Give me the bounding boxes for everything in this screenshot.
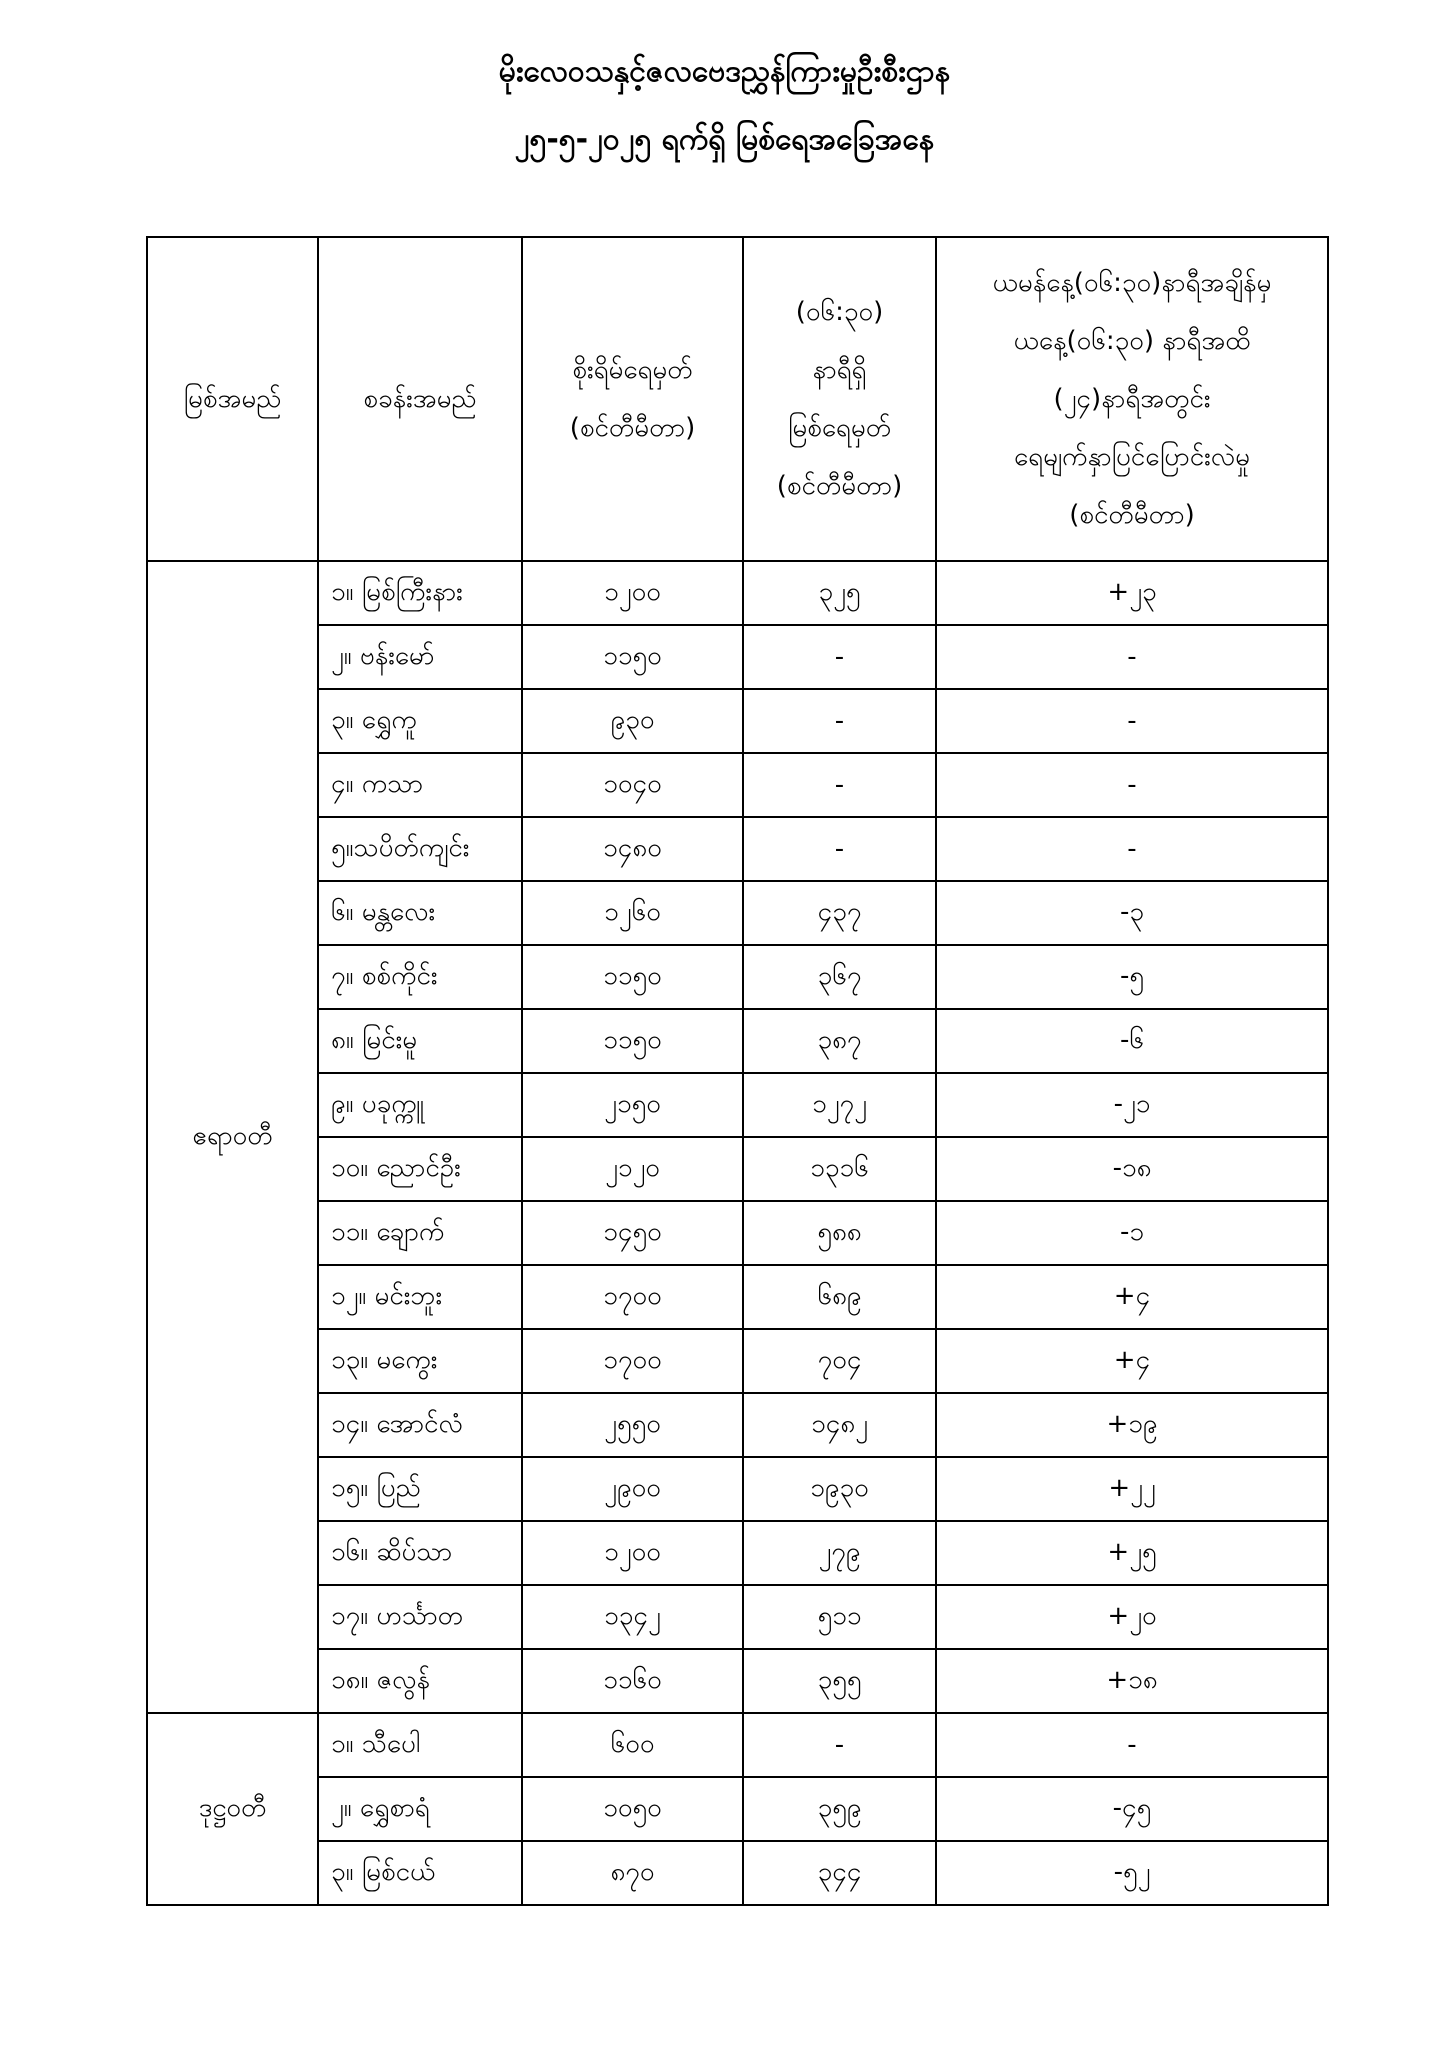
- station-name-cell: ၁။ မြစ်ကြီးနား: [318, 561, 522, 625]
- table-row: [147, 1265, 1328, 1329]
- danger-level-cell: ၂၁၂၀: [522, 1137, 743, 1201]
- change-cell: -၅၂: [936, 1841, 1328, 1905]
- station-name-cell: ၁၄။ အောင်လံ: [318, 1393, 522, 1457]
- water-level-cell: ၅၁၁: [743, 1585, 936, 1649]
- table-row: [147, 817, 1328, 881]
- table-row: [147, 1009, 1328, 1073]
- danger-level-cell: ၂၁၅၀: [522, 1073, 743, 1137]
- table-row: [147, 1649, 1328, 1713]
- change-cell: -၆: [936, 1009, 1328, 1073]
- station-name-cell: ၂။ ဗန်းမော်: [318, 625, 522, 689]
- station-name-cell: ၆။ မန္တလေး: [318, 881, 522, 945]
- change-cell: -: [936, 625, 1328, 689]
- change-cell: -၄၅: [936, 1777, 1328, 1841]
- table-row: [147, 945, 1328, 1009]
- water-level-cell: ၁၉၃၀: [743, 1457, 936, 1521]
- water-level-cell: -: [743, 625, 936, 689]
- station-name-cell: ၂။ ရွှေစာရံ: [318, 1777, 522, 1841]
- header-river: မြစ်အမည်: [147, 237, 318, 561]
- water-level-cell: ၁၄၈၂: [743, 1393, 936, 1457]
- table-row: [147, 753, 1328, 817]
- header-danger-level: စိုးရိမ်ရေမှတ် (စင်တီမီတာ): [522, 237, 743, 561]
- station-name-cell: ၁၅။ ပြည်: [318, 1457, 522, 1521]
- station-name-cell: ၃။ မြစ်ငယ်: [318, 1841, 522, 1905]
- table-row: [147, 881, 1328, 945]
- water-level-cell: ၇၀၄: [743, 1329, 936, 1393]
- change-cell: +၂၅: [936, 1521, 1328, 1585]
- water-level-cell: ၆၈၉: [743, 1265, 936, 1329]
- change-cell: -: [936, 689, 1328, 753]
- change-cell: +၁၈: [936, 1649, 1328, 1713]
- header-row: [147, 237, 1328, 561]
- water-level-cell: -: [743, 753, 936, 817]
- change-cell: +၄: [936, 1265, 1328, 1329]
- danger-level-cell: ၁၄၅၀: [522, 1201, 743, 1265]
- change-cell: +၂၃: [936, 561, 1328, 625]
- river-name-cell: ဧရာဝတီ: [147, 561, 318, 1713]
- change-cell: -: [936, 753, 1328, 817]
- change-cell: -: [936, 817, 1328, 881]
- table-row: [147, 561, 1328, 625]
- danger-level-cell: ၉၃၀: [522, 689, 743, 753]
- header-24h-change: ယမန်နေ့(၀၆:၃၀)နာရီအချိန်မှ ယနေ့(၀၆:၃၀) နာရီအထိ (၂၄)နာရီအတွင်း ရေမျက်နှာပြင်ပြောင်းလဲမှု (စင်တီမီတာ): [936, 237, 1328, 561]
- danger-level-cell: ၁၀၅၀: [522, 1777, 743, 1841]
- danger-level-cell: ၁၂၀၀: [522, 561, 743, 625]
- river-name-cell: ဒုဋ္ဌဝတီ: [147, 1713, 318, 1905]
- water-level-cell: ၁၃၁၆: [743, 1137, 936, 1201]
- station-name-cell: ၇။ စစ်ကိုင်း: [318, 945, 522, 1009]
- water-level-cell: ၃၈၇: [743, 1009, 936, 1073]
- table-row: [147, 1201, 1328, 1265]
- document-title: မိုးလေဝသနှင့်ဇလဗေဒညွှန်ကြားမှုဦးစီးဌာန: [498, 54, 951, 89]
- water-level-cell: ၁၂၇၂: [743, 1073, 936, 1137]
- station-name-cell: ၈။ မြင်းမူ: [318, 1009, 522, 1073]
- water-level-cell: ၃၆၇: [743, 945, 936, 1009]
- table-row: [147, 1713, 1328, 1777]
- change-cell: -၁: [936, 1201, 1328, 1265]
- water-level-cell: ၃၅၅: [743, 1649, 936, 1713]
- header-station: စခန်းအမည်: [318, 237, 522, 561]
- station-name-cell: ၁၇။ ဟင်္သာတ: [318, 1585, 522, 1649]
- water-level-cell: ၄၃၇: [743, 881, 936, 945]
- station-name-cell: ၉။ ပခုက္ကူ: [318, 1073, 522, 1137]
- table-row: [147, 625, 1328, 689]
- danger-level-cell: ၆၀၀: [522, 1713, 743, 1777]
- station-name-cell: ၁၁။ ချောက်: [318, 1201, 522, 1265]
- station-name-cell: ၁၀။ ညောင်ဦး: [318, 1137, 522, 1201]
- change-cell: -၁၈: [936, 1137, 1328, 1201]
- station-name-cell: ၁၆။ ဆိပ်သာ: [318, 1521, 522, 1585]
- station-name-cell: ၅။သပိတ်ကျင်း: [318, 817, 522, 881]
- water-level-cell: ၂၇၉: [743, 1521, 936, 1585]
- danger-level-cell: ၂၉၀၀: [522, 1457, 743, 1521]
- change-cell: +၄: [936, 1329, 1328, 1393]
- change-cell: +၁၉: [936, 1393, 1328, 1457]
- danger-level-cell: ၁၁၅၀: [522, 945, 743, 1009]
- document-subtitle: ၂၅-၅-၂၀၂၅ ရက်ရှိ မြစ်ရေအခြေအနေ: [514, 122, 935, 157]
- table-row: [147, 1457, 1328, 1521]
- station-name-cell: ၃။ ရွှေကူ: [318, 689, 522, 753]
- water-level-cell: -: [743, 1713, 936, 1777]
- water-level-cell: ၃၂၅: [743, 561, 936, 625]
- change-cell: +၂၀: [936, 1585, 1328, 1649]
- table-row: [147, 1841, 1328, 1905]
- table-row: [147, 1777, 1328, 1841]
- table-row: [147, 1073, 1328, 1137]
- table-row: [147, 1137, 1328, 1201]
- station-name-cell: ၄။ ကသာ: [318, 753, 522, 817]
- danger-level-cell: ၁၇၀၀: [522, 1265, 743, 1329]
- water-level-cell: -: [743, 817, 936, 881]
- danger-level-cell: ၂၅၅၀: [522, 1393, 743, 1457]
- station-name-cell: ၁၈။ ဇလွန်: [318, 1649, 522, 1713]
- table-row: [147, 1393, 1328, 1457]
- danger-level-cell: ၁၄၈၀: [522, 817, 743, 881]
- station-name-cell: ၁။ သီပေါ: [318, 1713, 522, 1777]
- danger-level-cell: ၁၂၀၀: [522, 1521, 743, 1585]
- water-level-cell: -: [743, 689, 936, 753]
- change-cell: -၅: [936, 945, 1328, 1009]
- change-cell: -၃: [936, 881, 1328, 945]
- change-cell: -၂၁: [936, 1073, 1328, 1137]
- table-body: [147, 561, 1328, 1905]
- river-level-table: [146, 236, 1329, 1906]
- danger-level-cell: ၈၇၀: [522, 1841, 743, 1905]
- danger-level-cell: ၁၁၆၀: [522, 1649, 743, 1713]
- table-row: [147, 689, 1328, 753]
- table-row: [147, 1521, 1328, 1585]
- danger-level-cell: ၁၀၄၀: [522, 753, 743, 817]
- station-name-cell: ၁၃။ မကွေး: [318, 1329, 522, 1393]
- water-level-cell: ၃၅၉: [743, 1777, 936, 1841]
- water-level-cell: ၃၄၄: [743, 1841, 936, 1905]
- danger-level-cell: ၁၁၅၀: [522, 625, 743, 689]
- station-name-cell: ၁၂။ မင်းဘူး: [318, 1265, 522, 1329]
- danger-level-cell: ၁၁၅၀: [522, 1009, 743, 1073]
- header-current-level: (၀၆:၃၀) နာရီရှိ မြစ်ရေမှတ် (စင်တီမီတာ): [743, 237, 936, 561]
- danger-level-cell: ၁၂၆၀: [522, 881, 743, 945]
- change-cell: +၂၂: [936, 1457, 1328, 1521]
- water-level-cell: ၅၈၈: [743, 1201, 936, 1265]
- danger-level-cell: ၁၃၄၂: [522, 1585, 743, 1649]
- table-row: [147, 1585, 1328, 1649]
- table-row: [147, 1329, 1328, 1393]
- change-cell: -: [936, 1713, 1328, 1777]
- danger-level-cell: ၁၇၀၀: [522, 1329, 743, 1393]
